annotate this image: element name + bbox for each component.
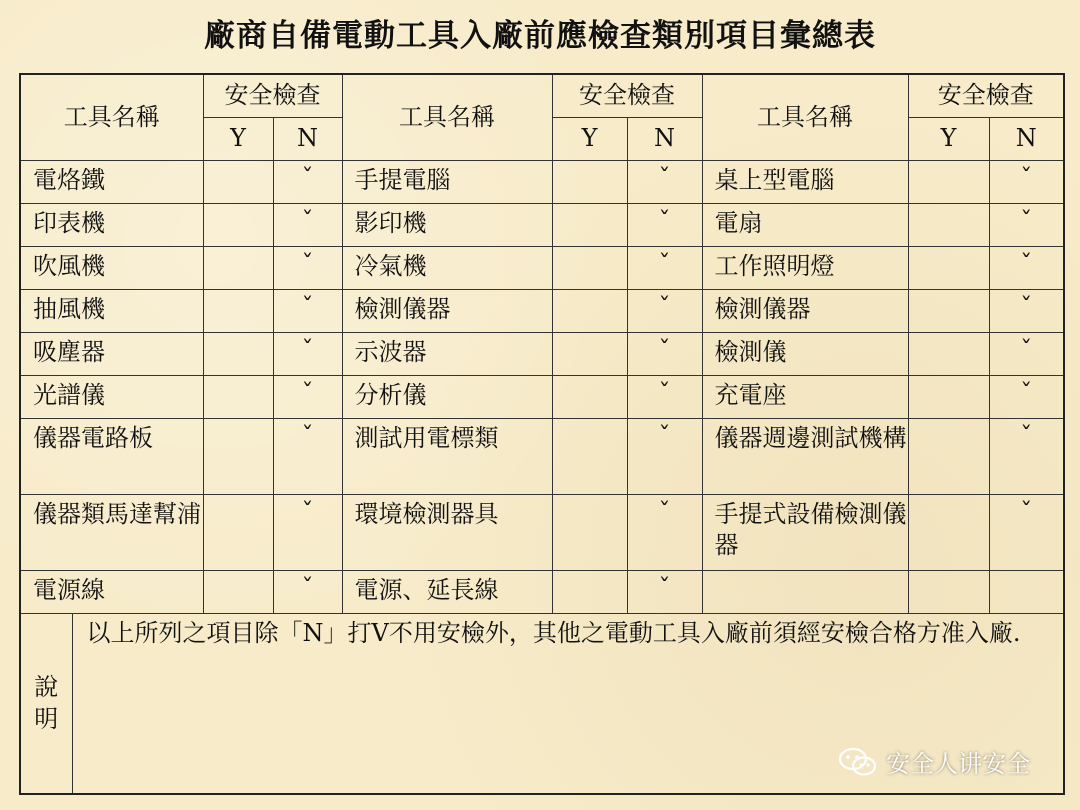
check-n-cell: ˇ <box>989 332 1064 375</box>
tool-name-cell: 影印機 <box>342 203 552 246</box>
header-y-1: Y <box>203 117 273 160</box>
header-tool-name-2: 工具名稱 <box>342 74 552 160</box>
watermark-text: 安全人讲安全 <box>886 750 1030 778</box>
check-n-cell: ˇ <box>627 332 702 375</box>
check-y-cell <box>908 203 989 246</box>
table-row <box>20 571 1064 614</box>
tool-name-cell: 手提電腦 <box>342 160 552 203</box>
check-n-cell: ˇ <box>989 160 1064 203</box>
header-safety-check-1: 安全檢查 <box>203 74 342 117</box>
header-n-1: N <box>273 117 342 160</box>
check-n-cell: ˇ <box>627 160 702 203</box>
check-n-cell: ˇ <box>273 332 342 375</box>
table-row <box>20 418 1064 494</box>
check-y-cell <box>552 332 627 375</box>
page-title: 廠商自備電動工具入廠前應檢查類別項目彙總表 <box>204 18 876 54</box>
table-row <box>20 246 1064 289</box>
check-n-cell: ˇ <box>273 289 342 332</box>
table-row <box>20 332 1064 375</box>
table-row <box>20 289 1064 332</box>
check-n-cell: ˇ <box>273 375 342 418</box>
tool-name-cell: 工作照明燈 <box>702 246 908 289</box>
check-n-cell: ˇ <box>273 246 342 289</box>
tool-name-cell: 充電座 <box>702 375 908 418</box>
tool-name-cell: 示波器 <box>342 332 552 375</box>
check-y-cell <box>203 332 273 375</box>
header-tool-name-3: 工具名稱 <box>702 74 908 160</box>
tool-name-cell: 儀器類馬達幫浦 <box>20 494 203 570</box>
tool-name-cell: 檢測儀器 <box>342 289 552 332</box>
check-n-cell: ˇ <box>989 203 1064 246</box>
check-y-cell <box>203 375 273 418</box>
check-y-cell <box>552 375 627 418</box>
check-n-cell: ˇ <box>627 418 702 494</box>
tool-name-cell: 儀器週邊測試機構 <box>702 418 908 494</box>
check-y-cell <box>552 246 627 289</box>
check-n-cell: ˇ <box>273 571 342 614</box>
check-n-cell: ˇ <box>273 160 342 203</box>
check-n-cell: ˇ <box>627 494 702 570</box>
check-n-cell: ˇ <box>627 289 702 332</box>
check-y-cell <box>908 494 989 570</box>
check-y-cell <box>552 203 627 246</box>
check-y-cell <box>552 418 627 494</box>
header-n-3: N <box>989 117 1064 160</box>
check-n-cell: ˇ <box>989 494 1064 570</box>
check-y-cell <box>908 332 989 375</box>
note-label-char-1: 說 <box>34 673 59 702</box>
check-y-cell <box>908 289 989 332</box>
inspection-table <box>19 73 1065 795</box>
check-y-cell <box>552 494 627 570</box>
tool-name-cell <box>702 571 908 614</box>
table-row <box>20 494 1064 570</box>
check-n-cell: ˇ <box>273 418 342 494</box>
check-y-cell <box>203 203 273 246</box>
check-y-cell <box>203 246 273 289</box>
check-y-cell <box>552 289 627 332</box>
header-safety-check-3: 安全檢查 <box>908 74 1064 117</box>
header-safety-check-2: 安全檢查 <box>552 74 702 117</box>
tool-name-cell: 分析儀 <box>342 375 552 418</box>
tool-name-cell: 檢測儀 <box>702 332 908 375</box>
wechat-icon <box>838 747 878 777</box>
table-row <box>20 160 1064 203</box>
check-y-cell <box>908 418 989 494</box>
check-n-cell <box>989 571 1064 614</box>
check-n-cell: ˇ <box>989 246 1064 289</box>
note-label <box>20 614 72 794</box>
check-y-cell <box>552 571 627 614</box>
table-row <box>20 203 1064 246</box>
tool-name-cell: 測試用電標類 <box>342 418 552 494</box>
check-y-cell <box>908 571 989 614</box>
check-n-cell: ˇ <box>989 375 1064 418</box>
header-n-2: N <box>627 117 702 160</box>
check-y-cell <box>908 375 989 418</box>
header-y-3: Y <box>908 117 989 160</box>
tool-name-cell: 檢測儀器 <box>702 289 908 332</box>
check-y-cell <box>908 246 989 289</box>
tool-name-cell: 印表機 <box>20 203 203 246</box>
tool-name-cell: 電源、延長線 <box>342 571 552 614</box>
check-n-cell: ˇ <box>627 246 702 289</box>
watermark <box>838 744 1030 779</box>
tool-name-cell: 吹風機 <box>20 246 203 289</box>
header-tool-name-1: 工具名稱 <box>20 74 203 160</box>
check-y-cell <box>908 160 989 203</box>
tool-name-cell: 儀器電路板 <box>20 418 203 494</box>
table-row <box>20 375 1064 418</box>
check-y-cell <box>203 289 273 332</box>
tool-name-cell: 光譜儀 <box>20 375 203 418</box>
tool-name-cell: 電源線 <box>20 571 203 614</box>
tool-name-cell: 電扇 <box>702 203 908 246</box>
check-n-cell: ˇ <box>627 375 702 418</box>
check-n-cell: ˇ <box>989 289 1064 332</box>
check-n-cell: ˇ <box>627 571 702 614</box>
check-y-cell <box>203 418 273 494</box>
check-y-cell <box>203 494 273 570</box>
tool-name-cell: 桌上型電腦 <box>702 160 908 203</box>
tool-name-cell: 抽風機 <box>20 289 203 332</box>
check-y-cell <box>552 160 627 203</box>
check-n-cell: ˇ <box>989 418 1064 494</box>
tool-name-cell: 電烙鐵 <box>20 160 203 203</box>
note-label-char-2: 明 <box>34 704 59 733</box>
tool-name-cell: 環境檢測器具 <box>342 494 552 570</box>
check-n-cell: ˇ <box>273 203 342 246</box>
check-n-cell: ˇ <box>627 203 702 246</box>
check-y-cell <box>203 571 273 614</box>
check-y-cell <box>203 160 273 203</box>
header-y-2: Y <box>552 117 627 160</box>
note-text: 以上所列之項目除「N」打V不用安檢外，其他之電動工具入廠前須經安檢合格方准入廠. <box>72 614 1064 794</box>
tool-name-cell: 吸塵器 <box>20 332 203 375</box>
tool-name-cell: 冷氣機 <box>342 246 552 289</box>
check-n-cell: ˇ <box>273 494 342 570</box>
tool-name-cell: 手提式設備檢測儀器 <box>702 494 908 570</box>
